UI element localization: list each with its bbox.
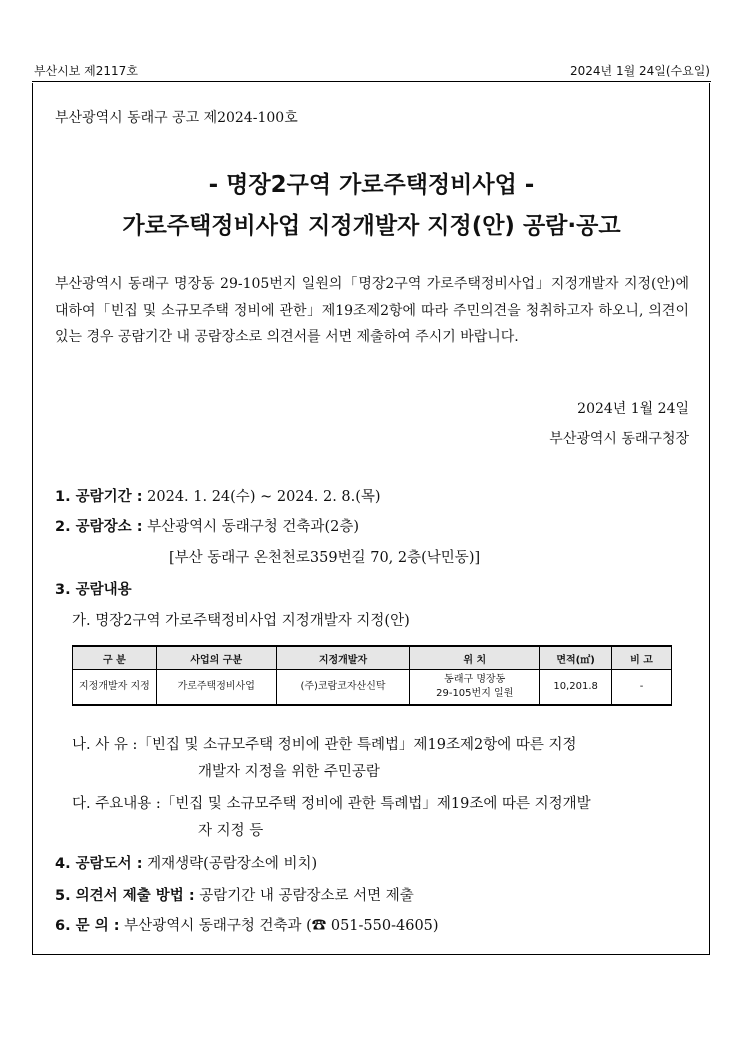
cell-developer: (주)코람코자산신탁 <box>276 670 410 706</box>
item-2-value: 부산광역시 동래구청 건축과(2층) <box>147 519 359 535</box>
designation-table <box>72 645 672 706</box>
item-6 <box>55 914 439 935</box>
title-line-2: 가로주택정비사업 지정개발자 지정(안) 공람·공고 <box>122 213 621 239</box>
item-1 <box>55 485 381 506</box>
item-4-value: 게재생략(공람장소에 비치) <box>147 856 318 872</box>
bulletin-date: 2024년 1월 24일(수요일) <box>570 64 710 78</box>
item-6-label: 6. 문 의 : <box>55 918 120 934</box>
cell-project-type: 가로주택정비사업 <box>156 670 276 706</box>
item-3-da-value: 「빈집 및 소규모주택 정비에 관한 특례법」제19조에 따른 지정개발 <box>160 796 591 812</box>
title-line-1: - 명장2구역 가로주택정비사업 - <box>208 172 535 198</box>
header-rule <box>32 81 711 82</box>
cell-location-line1: 동래구 명장동 <box>444 674 506 685</box>
item-3 <box>55 578 132 599</box>
item-3-label: 3. 공람내용 <box>55 582 132 598</box>
item-5-label: 5. 의견서 제출 방법 : <box>55 888 195 904</box>
issuer: 부산광역시 동래구청장 <box>549 431 689 447</box>
item-3-na-label: 나. 사 유 : <box>72 737 138 753</box>
header-location: 위 치 <box>410 646 540 670</box>
item-2 <box>55 515 359 536</box>
item-5 <box>55 884 414 905</box>
item-3-da <box>72 792 591 813</box>
item-6-value: 부산광역시 동래구청 건축과 (☎ 051-550-4605) <box>124 918 439 934</box>
item-4-label: 4. 공람도서 : <box>55 856 143 872</box>
item-3-ga: 가. 명장2구역 가로주택정비사업 지정개발자 지정(안) <box>72 613 410 629</box>
cell-location <box>410 670 540 706</box>
header-project-type: 사업의 구분 <box>156 646 276 670</box>
item-3-da-cont: 자 지정 등 <box>198 823 264 839</box>
notice-number: 부산광역시 동래구 공고 제2024-100호 <box>55 110 298 126</box>
header-remarks: 비 고 <box>612 646 672 670</box>
cell-location-line2: 29-105번지 일원 <box>436 688 514 699</box>
item-2-label: 2. 공람장소 : <box>55 519 143 535</box>
item-5-value: 공람기간 내 공람장소로 서면 제출 <box>199 888 414 904</box>
item-3-da-label: 다. 주요내용 : <box>72 796 161 812</box>
cell-remarks: - <box>612 670 672 706</box>
header-area: 면적(㎡) <box>540 646 612 670</box>
notice-body: 부산광역시 동래구 명장동 29-105번지 일원의「명장2구역 가로주택정비사업」지정개발자 지정(안)에 대하여「빈집 및 소규모주택 정비에 관한」제19조제2항에 따라 주민의견을 청취하고자 하오니, 의견이 있는 경우 공람기간 내 공람장소로 의견서를 서면 제출하여 주시기 바랍니다. <box>55 276 689 345</box>
header-developer: 지정개발자 <box>276 646 410 670</box>
bulletin-issue: 부산시보 제2117호 <box>34 64 138 78</box>
cell-category: 지정개발자 지정 <box>73 670 157 706</box>
item-4 <box>55 852 317 873</box>
item-2-address: [부산 동래구 온천천로359번길 70, 2층(낙민동)] <box>169 550 481 566</box>
notice-date: 2024년 1월 24일 <box>577 401 689 417</box>
header-category: 구 분 <box>73 646 157 670</box>
item-3-na <box>72 733 576 754</box>
item-3-na-value: 「빈집 및 소규모주택 정비에 관한 특례법」제19조제2항에 따른 지정 <box>137 737 577 753</box>
table-header-row <box>73 646 672 670</box>
cell-area: 10,201.8 <box>540 670 612 706</box>
item-1-label: 1. 공람기간 : <box>55 489 143 505</box>
item-1-value: 2024. 1. 24(수) ~ 2024. 2. 8.(목) <box>147 489 381 505</box>
item-3-na-cont: 개발자 지정을 위한 주민공람 <box>198 764 380 780</box>
table-row <box>73 670 672 706</box>
